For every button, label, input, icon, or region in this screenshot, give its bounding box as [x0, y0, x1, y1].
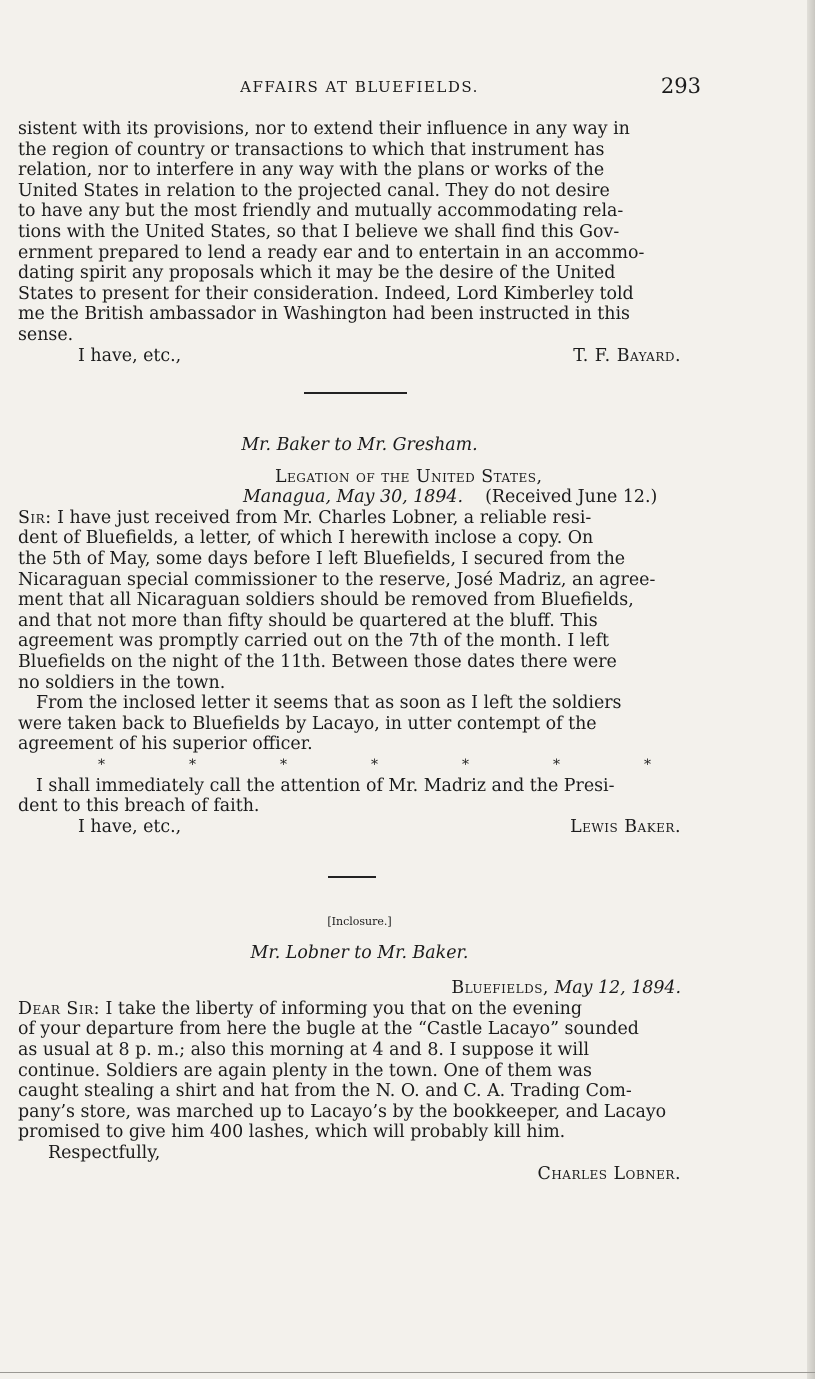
- text-line: tions with the United States, so that I believe we shall find this Gov-: [18, 221, 620, 242]
- page-edge-shadow: [807, 0, 815, 1379]
- place: Bluefields,: [451, 978, 549, 999]
- text-line: Nicaraguan special commissioner to the reserve, José Madriz, an agree-: [18, 569, 656, 590]
- text-line: I shall immediately call the attention of Mr. Madriz and the Presi-: [36, 775, 615, 796]
- signature: Charles Lobner.: [537, 1163, 681, 1184]
- text-line: relation, nor to interfere in any way with the plans or works of the: [18, 160, 605, 181]
- inclosure: [18, 912, 701, 1184]
- text-line: [18, 508, 701, 529]
- letter-body: [18, 508, 701, 817]
- text-line: promised to give him 400 lashes, which will probably kill him.: [18, 1122, 566, 1143]
- text-line: agreement was promptly carried out on the 7th of the month. I left: [18, 631, 609, 652]
- text-line: as usual at 8 p. m.; also this morning at 4 and 8. I suppose it will: [18, 1039, 590, 1060]
- text-span: I have just received from Mr. Charles Lobner, a reliable resi-: [51, 507, 592, 528]
- place-date-line: [18, 487, 701, 508]
- text-line: dent to this breach of faith.: [18, 796, 260, 817]
- text-line: dating spirit any proposals which it may be the desire of the United: [18, 263, 616, 284]
- page-number: 293: [660, 74, 701, 98]
- star: *: [371, 756, 378, 773]
- text-line: were taken back to Bluefields by Lacayo, in utter contempt of the: [18, 713, 597, 734]
- text-line: dent of Bluefields, a letter, of which I herewith inclose a copy. On: [18, 528, 594, 549]
- section-divider: [304, 392, 407, 394]
- star: *: [462, 756, 469, 773]
- running-title: AFFAIRS AT BLUEFIELDS.: [240, 78, 479, 96]
- text-line: sistent with its provisions, nor to extend their influence in any way in: [18, 119, 630, 139]
- ellipsis-stars: [18, 755, 701, 776]
- text-line: ment that all Nicaraguan soldiers should be removed from Bluefields,: [18, 590, 634, 611]
- text-span: I take the liberty of informing you that on the evening: [99, 998, 582, 1019]
- salutation: Dear Sir:: [18, 998, 100, 1019]
- signature: T. F. Bayard.: [573, 345, 681, 366]
- section-divider: [328, 876, 376, 878]
- closing-row: [18, 346, 701, 367]
- closing-row: [18, 817, 701, 838]
- letter-date: May 12, 1894.: [554, 978, 681, 999]
- inclosure-heading: Mr. Lobner to Mr. Baker.: [250, 942, 469, 963]
- text-line: United States in relation to the projected canal. They do not desire: [18, 180, 610, 201]
- text-line: the 5th of May, some days before I left Bluefields, I secured from the: [18, 548, 626, 569]
- page-bottom-edge: [0, 1372, 815, 1373]
- inclosure-label: [Inclosure.]: [327, 915, 392, 928]
- salutation: Sir:: [18, 507, 52, 528]
- text-line: Bluefields on the night of the 11th. Between those dates there were: [18, 651, 617, 672]
- place-date-line: [18, 978, 701, 999]
- text-line: no soldiers in the town.: [18, 672, 226, 693]
- closing: I have, etc.,: [78, 816, 182, 837]
- text-line: of your departure from here the bugle at the “Castle Lacayo” sounded: [18, 1019, 639, 1040]
- text-line: caught stealing a shirt and hat from the N. O. and C. A. Trading Com-: [18, 1081, 632, 1102]
- text-line: sense.: [18, 324, 74, 345]
- letter-baker: [18, 435, 701, 837]
- text-line: pany’s store, was marched up to Lacayo’s by the bookkeeper, and Lacayo: [18, 1101, 667, 1122]
- star: *: [553, 756, 560, 773]
- letter-bayard-body: [18, 119, 701, 366]
- closing: Respectfully,: [48, 1142, 161, 1163]
- star: *: [280, 756, 287, 773]
- received-date: (Received June 12.): [485, 487, 658, 508]
- text-line: the region of country or transactions to which that instrument has: [18, 139, 605, 160]
- signature: Lewis Baker.: [570, 816, 681, 837]
- text-line: From the inclosed letter it seems that as soon as I left the soldiers: [36, 693, 622, 714]
- page-header: [18, 74, 701, 100]
- star: *: [644, 756, 651, 773]
- legation-line: Legation of the United States,: [275, 466, 543, 487]
- text-line: to have any but the most friendly and mutually accommodating rela-: [18, 201, 624, 222]
- text-line: States to present for their consideration. Indeed, Lord Kimberley told: [18, 283, 634, 304]
- star: *: [189, 756, 196, 773]
- text-line: and that not more than fifty should be quartered at the bluff. This: [18, 610, 598, 631]
- letter-heading: Mr. Baker to Mr. Gresham.: [241, 435, 478, 455]
- text-line: [18, 999, 701, 1020]
- closing: I have, etc.,: [78, 345, 182, 366]
- text-line: agreement of his superior officer.: [18, 734, 313, 755]
- text-line: ernment prepared to lend a ready ear and to entertain in an accommo-: [18, 242, 645, 263]
- text-line: continue. Soldiers are again plenty in the town. One of them was: [18, 1060, 592, 1081]
- text-line: me the British ambassador in Washington had been instructed in this: [18, 304, 630, 325]
- place-date: Managua, May 30, 1894.: [243, 487, 463, 508]
- letter-body: [18, 999, 701, 1143]
- star: *: [98, 756, 105, 773]
